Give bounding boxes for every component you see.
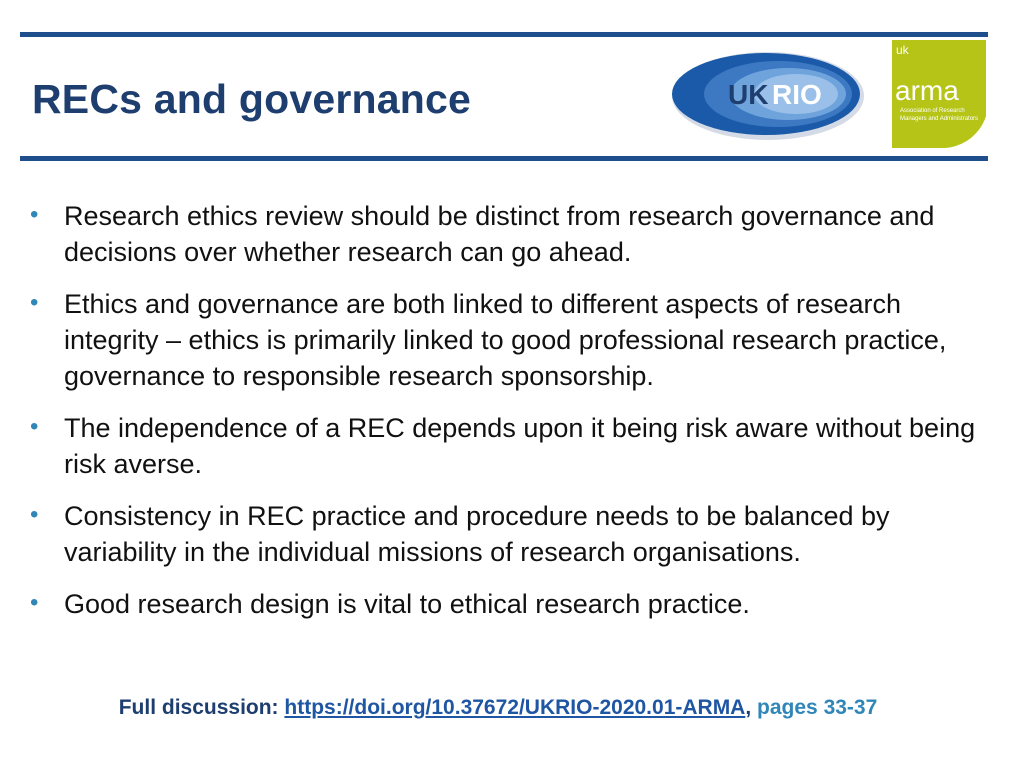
bullet-item (30, 586, 980, 622)
bullet-text: Research ethics review should be distinct from research governance and decisions over whether research can go ahead. (64, 201, 935, 267)
bullet-text: Good research design is vital to ethical research practice. (64, 589, 750, 619)
ukrio-logo (668, 48, 868, 144)
footer-discussion (0, 696, 996, 720)
footer-comma: , (745, 696, 752, 719)
arma-logo-tagline-1: Association of Research (900, 108, 965, 114)
bullet-item (30, 286, 980, 394)
header-bottom-rule (20, 156, 988, 161)
arma-logo-wordmark: arma (895, 75, 959, 106)
bullet-item (30, 198, 980, 270)
arma-logo (892, 40, 986, 148)
bullet-icon: • (30, 289, 39, 316)
bullet-icon: • (30, 413, 39, 440)
ukrio-logo-rio: RIO (772, 79, 822, 110)
header-top-rule (20, 32, 988, 37)
bullet-item (30, 498, 980, 570)
slide-title: RECs and governance (32, 76, 471, 122)
ukrio-logo-uk: UK (728, 79, 769, 110)
bullet-icon: • (30, 501, 39, 528)
arma-logo-uk: uk (896, 43, 909, 57)
footer-label: Full discussion: (118, 696, 279, 719)
arma-logo-tagline-2: Managers and Administrators (900, 116, 979, 122)
bullet-item (30, 410, 980, 482)
bullet-text: Consistency in REC practice and procedure needs to be balanced by variability in the individual missions of research organisations. (64, 501, 890, 567)
bullet-list (30, 198, 980, 638)
bullet-icon: • (30, 201, 39, 228)
bullet-icon: • (30, 589, 39, 616)
bullet-text: Ethics and governance are both linked to different aspects of research integrity – ethics is primarily linked to good professional research practice, governance to responsible research sponsorship. (64, 289, 947, 391)
footer-pages: pages 33-37 (757, 696, 878, 719)
bullet-text: The independence of a REC depends upon it being risk aware without being risk averse. (64, 413, 976, 479)
doi-link[interactable]: https://doi.org/10.37672/UKRIO-2020.01-ARMA (284, 696, 746, 719)
